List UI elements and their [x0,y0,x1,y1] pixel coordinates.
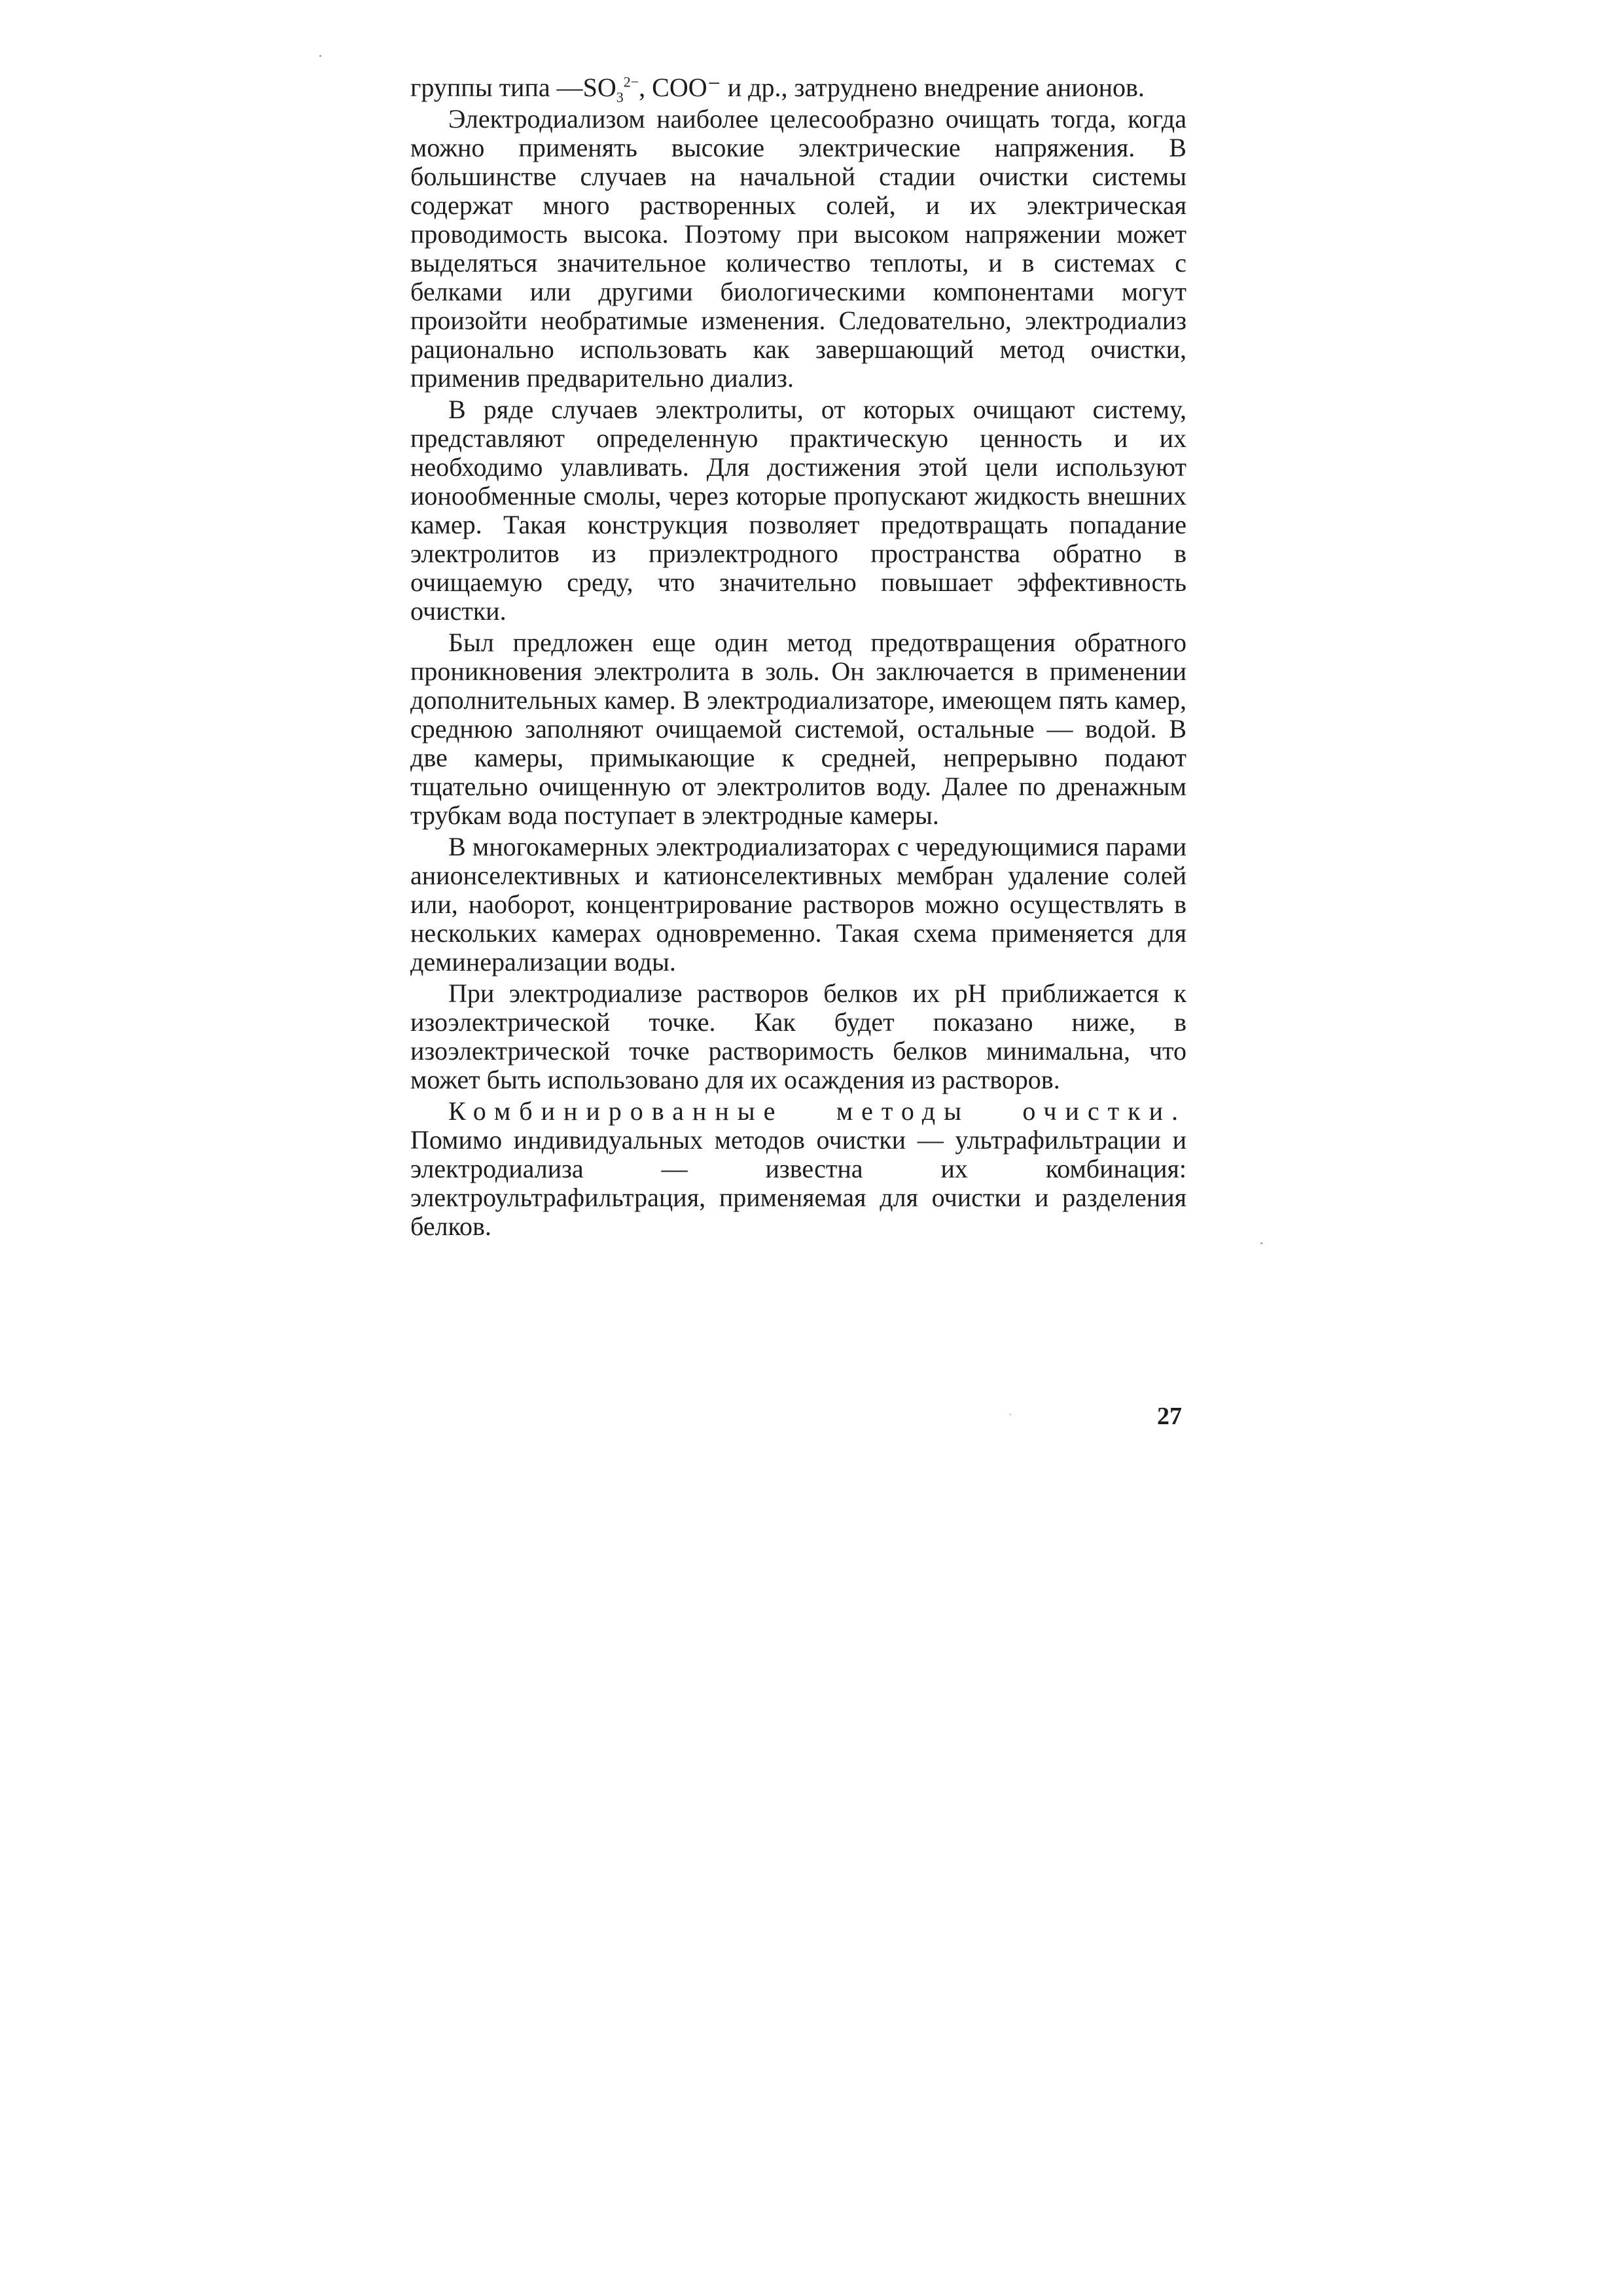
paragraph-ion-exchange: В ряде случаев электролиты, от которых очищают систему, представляют определенную практическую ценность и их необходимо улавливать. Для достижения этой цели используют ионообменные смолы, через которые пропускают жидкость внешних камер. Такая конструкция позволяет предотвращать попадание электролитов из приэлектродного пространства обратно в очищаемую среду, что значительно повышает эффективность очистки. [410,395,1186,626]
paragraph-multichamber: В многокамерных электродиализаторах с чередующимися парами анионселективных и катионселективных мембран удаление солей или, наоборот, концентрирование растворов можно осуществлять в нескольких камерах одновременно. Такая схема применяется для деминерализации воды. [410,832,1186,977]
body-text [410,73,1186,1241]
scan-speck [319,55,321,57]
paragraph-protein-ph: При электродиализе растворов белков их pH приближается к изоэлектрической точке. Как будет показано ниже, в изоэлектрической точке растворимость белков минимальна, что может быть использовано для их осаждения из растворов. [410,978,1186,1094]
paragraph-anions-prefix: группы типа —SO [410,73,616,102]
scan-speck [1010,1414,1011,1415]
page-number: 27 [1157,1403,1182,1430]
paragraph-anions [410,73,1186,105]
scan-speck [1260,1242,1262,1244]
paragraph-electrodialysis-voltage: Электродиализом наиболее целесообразно очищать тогда, когда можно применять высокие электрические напряжения. В большинстве случаев на начальной стадии очистки системы содержат много растворенных солей, и их электрическая проводимость высока. Поэтому при высоком напряжении может выделяться значительное количество теплоты, и в системах с белками или другими биологическими компонентами могут произойти необратимые изменения. Следовательно, электродиализ рационально использовать как завершающий метод очистки, применив предварительно диализ. [410,104,1186,393]
paragraph-extra-chambers: Был предложен еще один метод предотвращения обратного проникновения электролита в золь. Он заключается в применении дополнительных камер. В электродиализаторе, имеющем пять камер, среднюю заполняют очищаемой системой, остальные — водой. В две камеры, примыкающие к средней, непрерывно подают тщательно очищенную от электролитов воду. Далее по дренажным трубкам вода поступает в электродные камеры. [410,628,1186,830]
paragraph-combined-methods-text: Помимо индивидуальных методов очистки — ультрафильтрации и электродиализа — известна их комбинация: электроультрафильтрация, применяемая для очистки и разделения белков. [410,1125,1186,1241]
sulfite-subscript: 3 [616,89,624,105]
section-heading-combined-methods: Комбинированные методы очистки. [448,1096,1186,1126]
sulfite-charge [616,73,639,105]
paragraph-anions-suffix: , COO⁻ и др., затруднено внедрение анионов. [639,73,1145,102]
paragraph-combined-methods [410,1097,1186,1241]
sulfite-superscript: 2− [623,73,639,90]
